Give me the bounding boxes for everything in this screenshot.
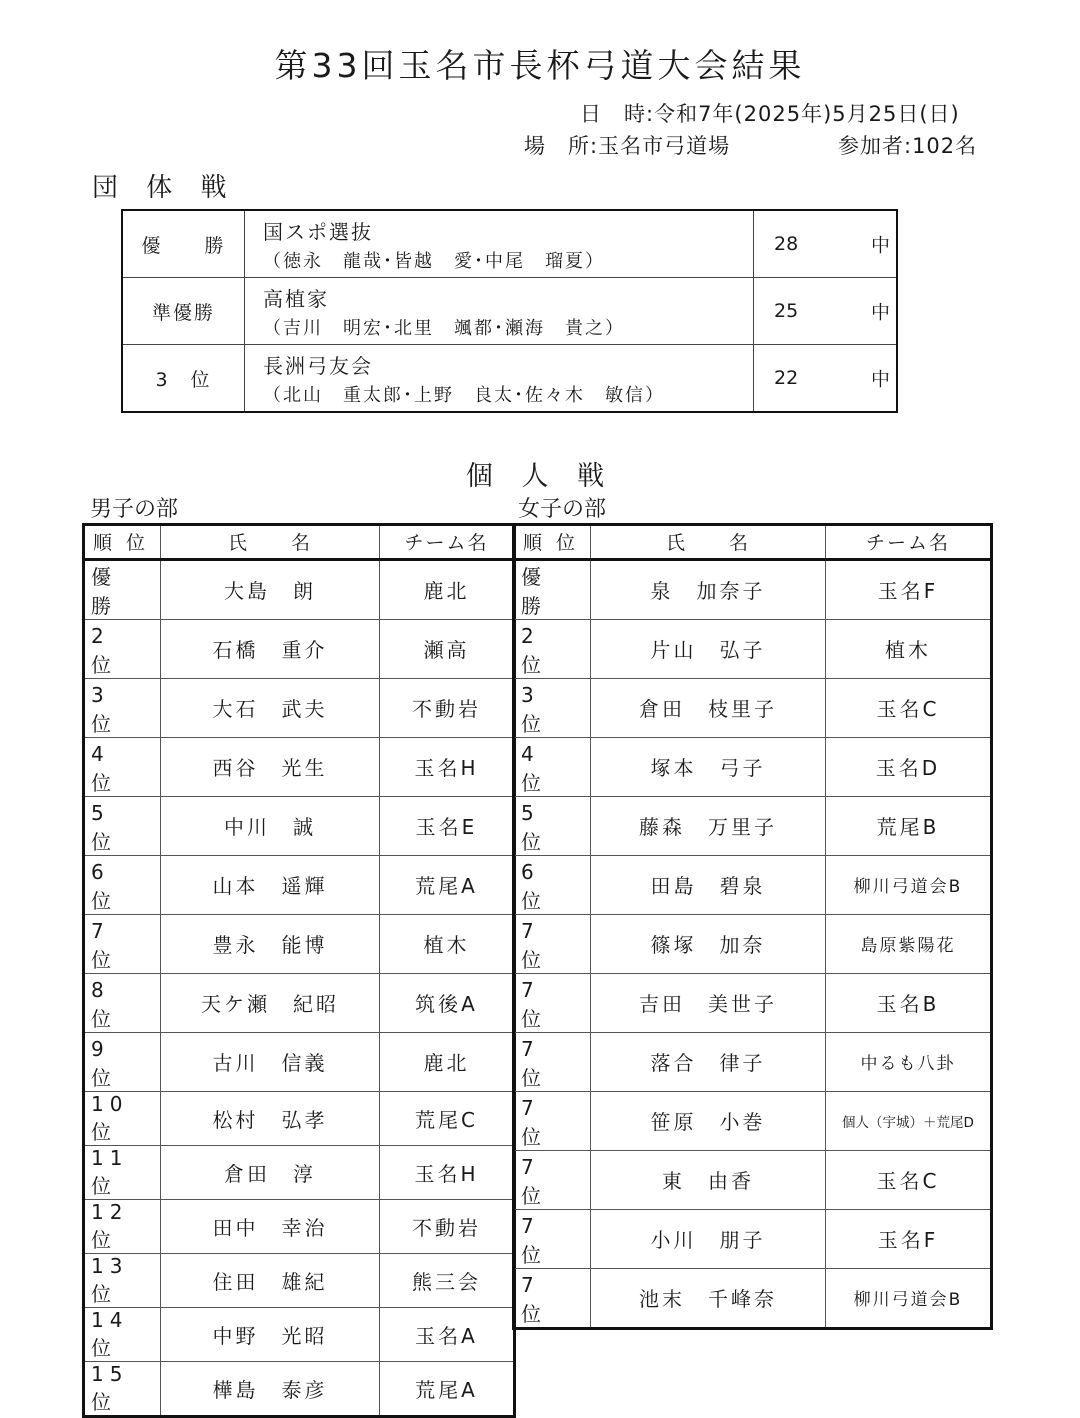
team-rank: 3 位 xyxy=(122,345,245,413)
team-score-unit: 中 xyxy=(870,234,890,257)
name-cell: 中野 光昭 xyxy=(161,1307,380,1361)
name-cell: 篠塚 加奈 xyxy=(591,914,826,973)
team-members: （徳永 龍哉･皆越 愛･中尾 瑠夏） xyxy=(263,250,605,272)
name-cell: 石橋 重介 xyxy=(161,619,380,678)
column-header: 氏 名 xyxy=(591,525,826,560)
rank-cell: 15 位 xyxy=(84,1361,161,1416)
women-section-heading: 女子の部 xyxy=(518,497,607,522)
result-row xyxy=(84,1307,515,1361)
rank-cell: 2 位 xyxy=(514,619,591,678)
name-cell: 倉田 淳 xyxy=(161,1145,380,1199)
team-cell: 柳川弓道会B xyxy=(826,1268,992,1328)
result-row xyxy=(84,1032,515,1091)
result-row xyxy=(84,619,515,678)
women-results-table xyxy=(512,523,993,1330)
result-row xyxy=(514,559,992,619)
team-cell: 玉名C xyxy=(826,1150,992,1209)
column-header: チーム名 xyxy=(826,525,992,560)
rank-cell: 6 位 xyxy=(84,855,161,914)
name-cell: 泉 加奈子 xyxy=(591,559,826,619)
result-row xyxy=(84,796,515,855)
name-cell: 塚本 弓子 xyxy=(591,737,826,796)
column-header: 氏 名 xyxy=(161,525,380,560)
rank-cell: 3 位 xyxy=(84,678,161,737)
name-cell: 池末 千峰奈 xyxy=(591,1268,826,1328)
name-cell: 山本 遥輝 xyxy=(161,855,380,914)
team-cell: 荒尾B xyxy=(826,796,992,855)
result-row xyxy=(84,737,515,796)
team-score-cell xyxy=(754,278,898,345)
rank-cell: 7 位 xyxy=(514,1091,591,1150)
team-cell: 不動岩 xyxy=(380,678,515,737)
rank-cell: 5 位 xyxy=(84,796,161,855)
name-cell: 住田 雄紀 xyxy=(161,1253,380,1307)
result-row xyxy=(514,973,992,1032)
result-row xyxy=(84,1361,515,1416)
team-cell xyxy=(245,278,754,345)
team-rank: 優 勝 xyxy=(122,210,245,278)
team-cell: 荒尾C xyxy=(380,1091,515,1145)
result-row xyxy=(84,1091,515,1145)
team-name: 国スポ選抜 xyxy=(263,219,373,244)
team-row xyxy=(122,345,897,413)
result-row xyxy=(84,973,515,1032)
column-header: チーム名 xyxy=(380,525,515,560)
team-cell: 玉名A xyxy=(380,1307,515,1361)
team-cell: 玉名F xyxy=(826,559,992,619)
name-cell: 古川 信義 xyxy=(161,1032,380,1091)
name-cell: 笹原 小巻 xyxy=(591,1091,826,1150)
individual-section-heading: 個 人 戦 xyxy=(465,461,615,492)
team-cell: 植木 xyxy=(826,619,992,678)
result-row xyxy=(84,559,515,619)
team-members: （北山 重太郎･上野 良太･佐々木 敏信） xyxy=(263,384,665,406)
team-score-unit: 中 xyxy=(870,301,890,324)
result-row xyxy=(514,619,992,678)
result-row xyxy=(84,914,515,973)
team-cell: 玉名D xyxy=(826,737,992,796)
rank-cell: 7 位 xyxy=(84,914,161,973)
team-cell: 植木 xyxy=(380,914,515,973)
team-score: 22 xyxy=(774,367,799,389)
name-cell: 落合 律子 xyxy=(591,1032,826,1091)
participant-count: 参加者:102名 xyxy=(838,134,978,158)
team-cell: 玉名F xyxy=(826,1209,992,1268)
team-cell: 中るも八卦 xyxy=(826,1032,992,1091)
event-place: 場 所:玉名市弓道場 xyxy=(524,134,731,158)
result-row xyxy=(514,1091,992,1150)
rank-cell: 7 位 xyxy=(514,1032,591,1091)
name-cell: 松村 弘孝 xyxy=(161,1091,380,1145)
name-cell: 倉田 枝里子 xyxy=(591,678,826,737)
result-row xyxy=(514,855,992,914)
rank-cell: 5 位 xyxy=(514,796,591,855)
column-header: 順 位 xyxy=(514,525,591,560)
result-row xyxy=(84,678,515,737)
rank-cell: 10 位 xyxy=(84,1091,161,1145)
team-cell: 玉名E xyxy=(380,796,515,855)
team-row xyxy=(122,210,897,278)
rank-cell: 優 勝 xyxy=(514,559,591,619)
result-row xyxy=(514,1209,992,1268)
team-score: 25 xyxy=(774,300,799,322)
team-cell: 荒尾A xyxy=(380,1361,515,1416)
name-cell: 豊永 能博 xyxy=(161,914,380,973)
team-score-cell xyxy=(754,345,898,413)
team-cell xyxy=(245,210,754,278)
name-cell: 田島 碧泉 xyxy=(591,855,826,914)
result-row xyxy=(84,1199,515,1253)
rank-cell: 7 位 xyxy=(514,1268,591,1328)
result-row xyxy=(84,1145,515,1199)
rank-cell: 7 位 xyxy=(514,914,591,973)
rank-cell: 8 位 xyxy=(84,973,161,1032)
team-cell: 瀬高 xyxy=(380,619,515,678)
name-cell: 吉田 美世子 xyxy=(591,973,826,1032)
team-cell: 鹿北 xyxy=(380,559,515,619)
team-cell: 玉名C xyxy=(826,678,992,737)
name-cell: 樺島 泰彦 xyxy=(161,1361,380,1416)
result-row xyxy=(514,678,992,737)
team-name: 長洲弓友会 xyxy=(263,353,373,378)
result-row xyxy=(514,737,992,796)
rank-cell: 7 位 xyxy=(514,1209,591,1268)
name-cell: 中川 誠 xyxy=(161,796,380,855)
result-row xyxy=(514,914,992,973)
team-cell: 鹿北 xyxy=(380,1032,515,1091)
men-results-table xyxy=(82,523,516,1418)
name-cell: 小川 朋子 xyxy=(591,1209,826,1268)
rank-cell: 7 位 xyxy=(514,973,591,1032)
team-score: 28 xyxy=(774,233,799,255)
name-cell: 東 由香 xyxy=(591,1150,826,1209)
rank-cell: 4 位 xyxy=(84,737,161,796)
event-date: 日 時:令和7年(2025年)5月25日(日) xyxy=(580,102,960,126)
team-rank: 準優勝 xyxy=(122,278,245,345)
result-row xyxy=(84,855,515,914)
team-cell: 玉名H xyxy=(380,737,515,796)
column-header: 順 位 xyxy=(84,525,161,560)
team-score-unit: 中 xyxy=(870,368,890,391)
team-name: 高植家 xyxy=(263,286,329,311)
result-row xyxy=(84,1253,515,1307)
name-cell: 藤森 万里子 xyxy=(591,796,826,855)
rank-cell: 9 位 xyxy=(84,1032,161,1091)
team-cell: 島原紫陽花 xyxy=(826,914,992,973)
rank-cell: 6 位 xyxy=(514,855,591,914)
name-cell: 大石 武夫 xyxy=(161,678,380,737)
team-cell: 柳川弓道会B xyxy=(826,855,992,914)
rank-cell: 11 位 xyxy=(84,1145,161,1199)
team-cell: 個人（宇城）＋荒尾D xyxy=(826,1091,992,1150)
team-members: （吉川 明宏･北里 颯都･瀬海 貴之） xyxy=(263,317,625,339)
team-row xyxy=(122,278,897,345)
team-cell xyxy=(245,345,754,413)
rank-cell: 2 位 xyxy=(84,619,161,678)
rank-cell: 13 位 xyxy=(84,1253,161,1307)
rank-cell: 12 位 xyxy=(84,1199,161,1253)
team-cell: 熊三会 xyxy=(380,1253,515,1307)
name-cell: 西谷 光生 xyxy=(161,737,380,796)
name-cell: 片山 弘子 xyxy=(591,619,826,678)
result-row xyxy=(514,796,992,855)
rank-cell: 4 位 xyxy=(514,737,591,796)
page-title: 第33回玉名市長杯弓道大会結果 xyxy=(274,46,806,85)
team-score-cell xyxy=(754,210,898,278)
team-results-table xyxy=(121,209,898,413)
rank-cell: 14 位 xyxy=(84,1307,161,1361)
team-cell: 玉名B xyxy=(826,973,992,1032)
result-row xyxy=(514,1268,992,1328)
team-cell: 筑後A xyxy=(380,973,515,1032)
team-cell: 不動岩 xyxy=(380,1199,515,1253)
rank-cell: 7 位 xyxy=(514,1150,591,1209)
name-cell: 天ケ瀬 紀昭 xyxy=(161,973,380,1032)
rank-cell: 優 勝 xyxy=(84,559,161,619)
result-row xyxy=(514,1150,992,1209)
team-section-heading: 団 体 戦 xyxy=(92,173,237,203)
name-cell: 田中 幸治 xyxy=(161,1199,380,1253)
men-section-heading: 男子の部 xyxy=(90,497,179,522)
team-cell: 玉名H xyxy=(380,1145,515,1199)
rank-cell: 3 位 xyxy=(514,678,591,737)
name-cell: 大島 朗 xyxy=(161,559,380,619)
team-cell: 荒尾A xyxy=(380,855,515,914)
result-row xyxy=(514,1032,992,1091)
